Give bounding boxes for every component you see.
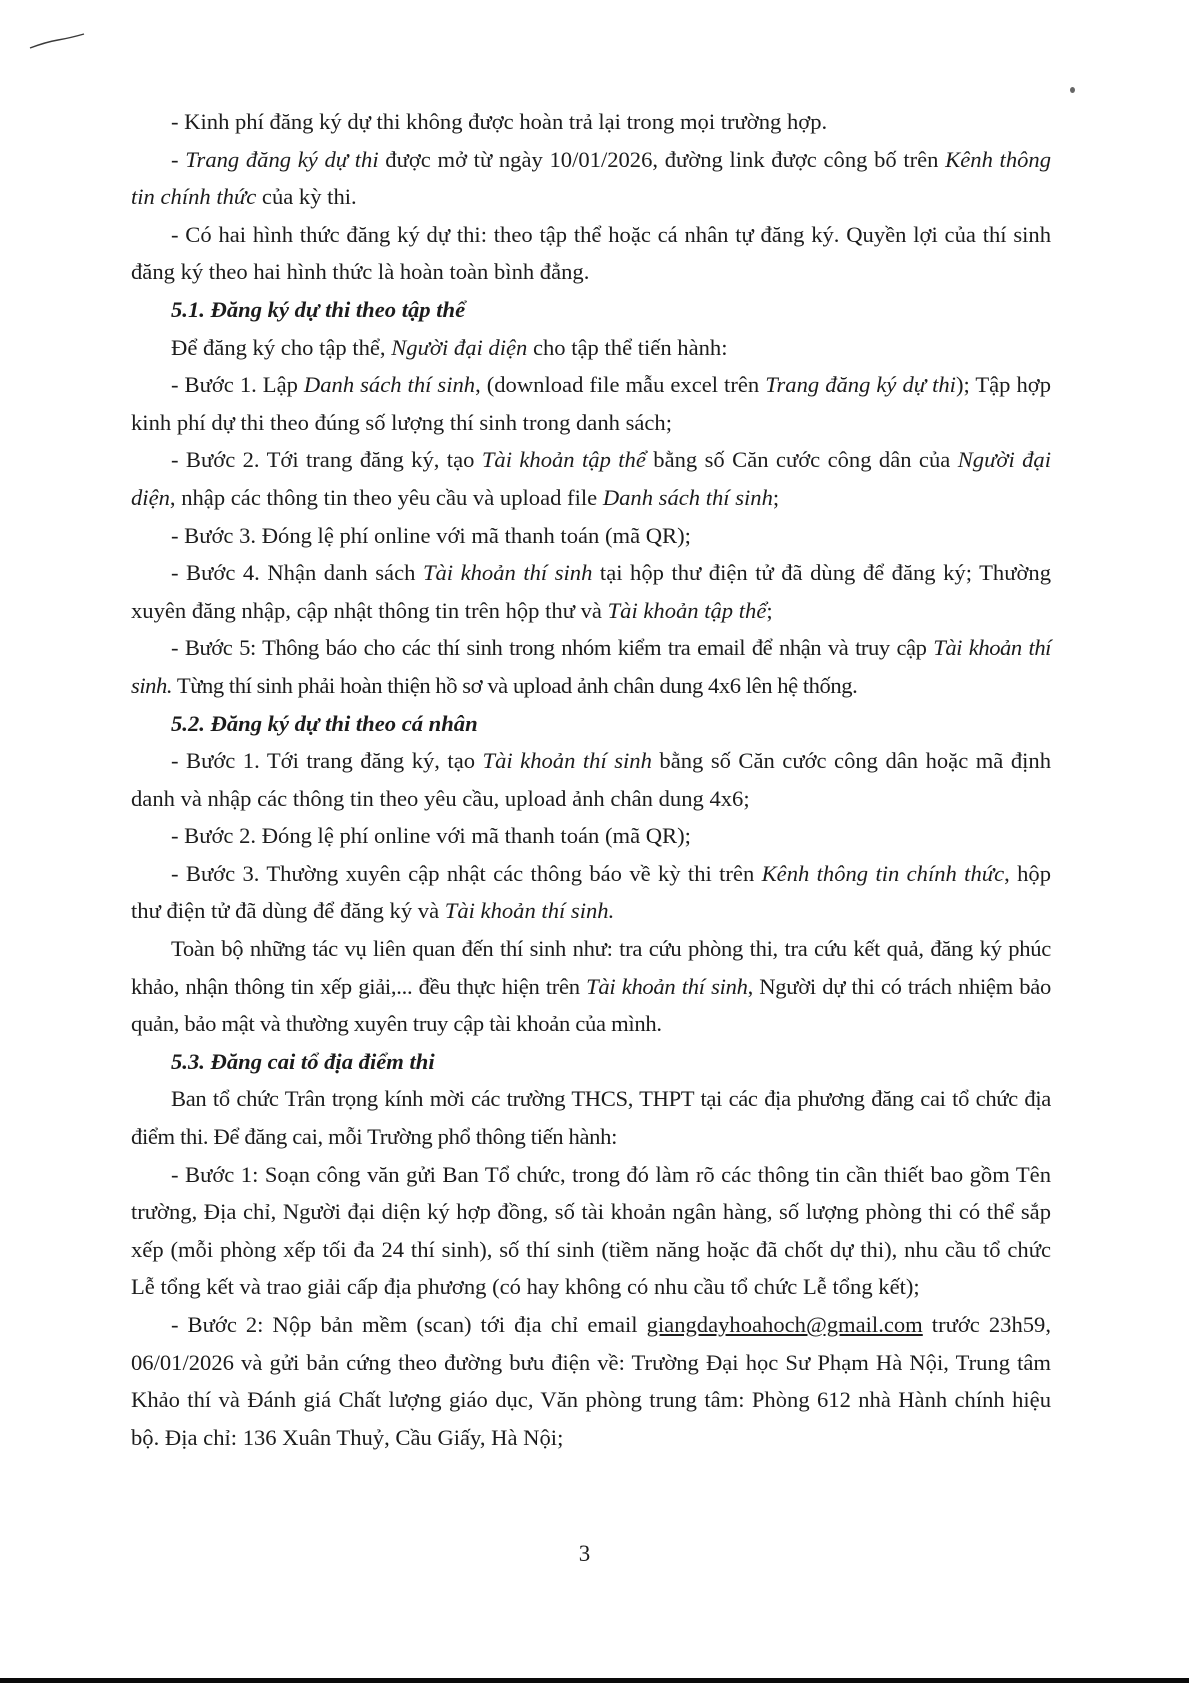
heading-5-1: 5.1. Đăng ký dự thi theo tập thể [171,296,466,322]
paragraph-group-step-3: - Bước 3. Đóng lệ phí online với mã thanh toán (mã QR); [171,522,691,548]
paragraph-registration-page: - Trang đăng ký dự thi được mở từ ngày 10/01/2026, đường link được công bố trên Kênh thông tin chính thức của kỳ thi. [131,146,1052,210]
paragraph-group-step-1: - Bước 1. Lập Danh sách thí sinh, (download file mẫu excel trên Trang đăng ký dự thi); Tập hợp kinh phí dự thi theo đúng số lượng thí sinh trong danh sách; [131,372,1052,435]
paragraph-group-step-5: - Bước 5: Thông báo cho các thí sinh trong nhóm kiểm tra email để nhận và truy cập Tài khoản thí sinh. Từng thí sinh phải hoàn thiện hồ sơ và upload ảnh chân dung 4x6 lên hệ thống. [131,635,1052,698]
paragraph-individual-step-3: - Bước 3. Thường xuyên cập nhật các thông báo về kỳ thi trên Kênh thông tin chính thức, hộp thư điện tử đã dùng để đăng ký và Tài khoản thí sinh. [131,860,1051,924]
paragraph-individual-step-2: - Bước 2. Đóng lệ phí online với mã thanh toán (mã QR); [171,823,691,849]
heading-5-3: 5.3. Đăng cai tổ địa điểm thi [171,1048,435,1074]
ink-dot-mark [1070,87,1075,93]
paragraph-host-step-2: - Bước 2: Nộp bản mềm (scan) tới địa chỉ email giangdayhoahoch@gmail.com trước 23h59, 06/01/2026 và gửi bản cứng theo đường bưu điện về: Trường Đại học Sư Phạm Hà Nội, Trung tâm Khảo thí và Đánh giá Chất lượng giáo dục, Văn phòng trung tâm: Phòng 612 nhà Hành chính hiệu bộ. Địa chỉ: 136 Xuân Thuỷ, Cầu Giấy, Hà Nội; [131,1312,1051,1450]
paragraph-fee-no-refund: - Kinh phí đăng ký dự thi không được hoàn trả lại trong mọi trường hợp. [171,109,828,134]
email-link[interactable]: giangdayhoahoch@gmail.com [646,1312,923,1337]
document-body [131,103,1051,1456]
scan-bottom-edge [0,1678,1189,1683]
paragraph-host-invitation: Ban tổ chức Trân trọng kính mời các trường THCS, THPT tại các địa phương đăng cai tổ chức địa điểm thi. Để đăng cai, mỗi Trường phổ thông tiến hành: [131,1086,1051,1150]
pen-stroke-mark [28,32,86,50]
paragraph-host-step-1: - Bước 1: Soạn công văn gửi Ban Tổ chức, trong đó làm rõ các thông tin cần thiết bao gồm Tên trường, Địa chỉ, Người đại diện ký hợp đồng, số tài khoản ngân hàng, số lượng phòng thi có thể sắp xếp (mỗi phòng xếp tối đa 24 thí sinh), số thí sinh (tiềm năng hoặc đã chốt dự thi), nhu cầu tổ chức Lễ tổng kết và trao giải cấp địa phương (có hay không có nhu cầu tổ chức Lễ tổng kết); [131,1161,1051,1300]
paragraph-individual-step-1: - Bước 1. Tới trang đăng ký, tạo Tài khoản thí sinh bằng số Căn cước công dân hoặc mã định danh và nhập các thông tin theo yêu cầu, upload ảnh chân dung 4x6; [131,748,1051,811]
paragraph-group-step-4: - Bước 4. Nhận danh sách Tài khoản thí sinh tại hộp thư điện tử đã dùng để đăng ký; Thường xuyên đăng nhập, cập nhật thông tin trên hộp thư và Tài khoản tập thể; [131,560,1052,623]
page-number: 3 [578,1541,591,1566]
heading-5-2: 5.2. Đăng ký dự thi theo cá nhân [171,710,478,736]
paragraph-group-step-2: - Bước 2. Tới trang đăng ký, tạo Tài khoản tập thể bằng số Căn cước công dân của Người đại diện, nhập các thông tin theo yêu cầu và upload file Danh sách thí sinh; [131,447,1052,510]
paragraph-registration-forms: - Có hai hình thức đăng ký dự thi: theo tập thể hoặc cá nhân tự đăng ký. Quyền lợi của thí sinh đăng ký theo hai hình thức là hoàn toàn bình đẳng. [131,221,1051,285]
paragraph-candidate-account-tasks: Toàn bộ những tác vụ liên quan đến thí sinh như: tra cứu phòng thi, tra cứu kết quả, đăng ký phúc khảo, nhận thông tin xếp giải,... đều thực hiện trên Tài khoản thí sinh, Người dự thi có trách nhiệm bảo quản, bảo mật và thường xuyên truy cập tài khoản của mình. [131,936,1052,1037]
paragraph-group-intro: Để đăng ký cho tập thể, Người đại diện cho tập thể tiến hành: [171,334,728,360]
